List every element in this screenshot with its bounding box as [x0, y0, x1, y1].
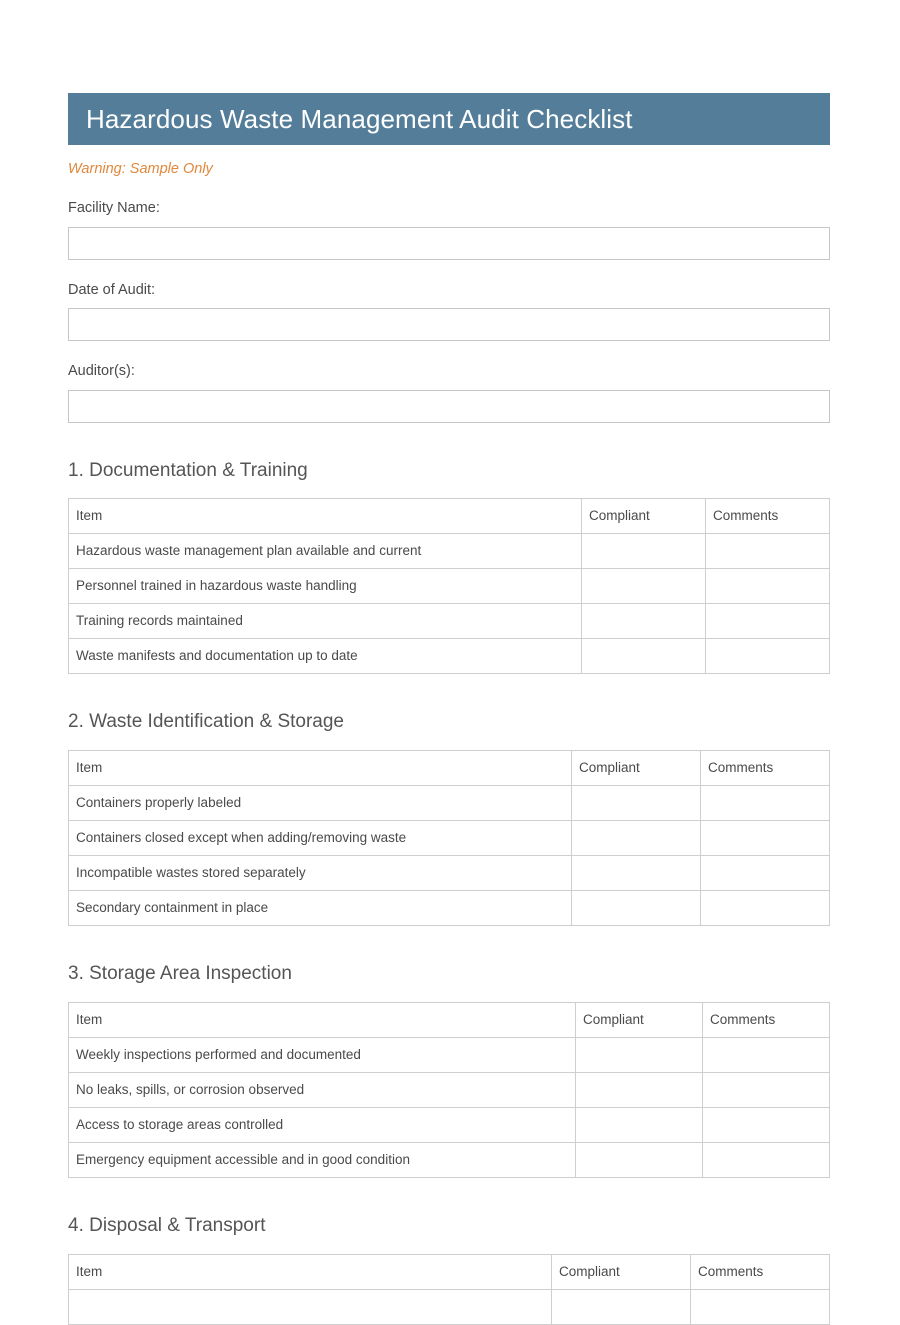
table-row	[69, 569, 830, 604]
table-row	[69, 534, 830, 569]
table-header-row	[69, 499, 830, 534]
cell-comments[interactable]	[701, 856, 830, 891]
cell-item: Access to storage areas controlled	[69, 1107, 576, 1142]
cell-compliant[interactable]	[552, 1289, 691, 1324]
cell-comments[interactable]	[703, 1107, 830, 1142]
section-storage-area-inspection	[68, 963, 830, 1178]
cell-compliant[interactable]	[576, 1037, 703, 1072]
cell-compliant[interactable]	[576, 1142, 703, 1177]
table-row	[69, 1142, 830, 1177]
cell-item: Emergency equipment accessible and in good condition	[69, 1142, 576, 1177]
checklist-table	[68, 498, 830, 674]
table-row	[69, 604, 830, 639]
date-of-audit-input[interactable]	[68, 308, 830, 341]
cell-item: Weekly inspections performed and documented	[69, 1037, 576, 1072]
checklist-table	[68, 750, 830, 926]
table-row	[69, 1107, 830, 1142]
cell-item: Incompatible wastes stored separately	[69, 856, 572, 891]
table-row	[69, 891, 830, 926]
cell-compliant[interactable]	[572, 786, 701, 821]
column-header-item: Item	[69, 1254, 552, 1289]
field-facility-name-label: Facility Name:	[68, 200, 160, 217]
cell-compliant[interactable]	[582, 639, 706, 674]
column-header-compliant: Compliant	[582, 499, 706, 534]
table-header-row	[69, 1254, 830, 1289]
field-facility-name	[68, 200, 830, 259]
cell-compliant[interactable]	[582, 569, 706, 604]
table-row	[69, 856, 830, 891]
field-date-of-audit-label: Date of Audit:	[68, 281, 156, 298]
cell-compliant[interactable]	[572, 856, 701, 891]
cell-item	[69, 1289, 552, 1324]
checklist-table	[68, 1002, 830, 1178]
cell-item: Personnel trained in hazardous waste handling	[69, 569, 582, 604]
table-header-row	[69, 1002, 830, 1037]
page-title: Hazardous Waste Management Audit Checklist	[68, 93, 830, 145]
column-header-compliant: Compliant	[572, 751, 701, 786]
column-header-item: Item	[69, 751, 572, 786]
section-heading: 2. Waste Identification & Storage	[68, 711, 345, 733]
field-date-of-audit	[68, 282, 830, 341]
cell-comments[interactable]	[706, 534, 830, 569]
cell-comments[interactable]	[706, 569, 830, 604]
table-header-row	[69, 751, 830, 786]
sample-warning-text: Warning: Sample Only	[68, 161, 213, 177]
column-header-comments: Comments	[691, 1254, 830, 1289]
table-row	[69, 1072, 830, 1107]
cell-comments[interactable]	[703, 1037, 830, 1072]
cell-item: Containers properly labeled	[69, 786, 572, 821]
section-heading: 3. Storage Area Inspection	[68, 963, 292, 985]
cell-item: Secondary containment in place	[69, 891, 572, 926]
checklist-table	[68, 1254, 830, 1325]
table-row	[69, 786, 830, 821]
column-header-compliant: Compliant	[576, 1002, 703, 1037]
cell-item: Containers closed except when adding/removing waste	[69, 821, 572, 856]
section-heading: 1. Documentation & Training	[68, 459, 308, 481]
cell-compliant[interactable]	[582, 604, 706, 639]
cell-item: Hazardous waste management plan available and current	[69, 534, 582, 569]
cell-compliant[interactable]	[572, 821, 701, 856]
table-row	[69, 1037, 830, 1072]
cell-comments[interactable]	[706, 604, 830, 639]
column-header-item: Item	[69, 499, 582, 534]
table-row	[69, 639, 830, 674]
column-header-item: Item	[69, 1002, 576, 1037]
section-heading: 4. Disposal & Transport	[68, 1214, 266, 1236]
cell-comments[interactable]	[691, 1289, 830, 1324]
cell-compliant[interactable]	[582, 534, 706, 569]
cell-item: Training records maintained	[69, 604, 582, 639]
cell-item: No leaks, spills, or corrosion observed	[69, 1072, 576, 1107]
column-header-comments: Comments	[706, 499, 830, 534]
section-disposal-transport	[68, 1215, 830, 1325]
cell-comments[interactable]	[703, 1142, 830, 1177]
section-waste-identification-storage	[68, 711, 830, 926]
field-auditors	[68, 363, 830, 422]
table-row	[69, 1289, 830, 1324]
cell-compliant[interactable]	[576, 1107, 703, 1142]
cell-compliant[interactable]	[572, 891, 701, 926]
cell-item: Waste manifests and documentation up to date	[69, 639, 582, 674]
section-documentation-training	[68, 460, 830, 675]
cell-comments[interactable]	[703, 1072, 830, 1107]
cell-compliant[interactable]	[576, 1072, 703, 1107]
auditors-input[interactable]	[68, 390, 830, 423]
cell-comments[interactable]	[706, 639, 830, 674]
column-header-compliant: Compliant	[552, 1254, 691, 1289]
column-header-comments: Comments	[703, 1002, 830, 1037]
cell-comments[interactable]	[701, 891, 830, 926]
cell-comments[interactable]	[701, 786, 830, 821]
column-header-comments: Comments	[701, 751, 830, 786]
field-auditors-label: Auditor(s):	[68, 363, 135, 380]
table-row	[69, 821, 830, 856]
cell-comments[interactable]	[701, 821, 830, 856]
facility-name-input[interactable]	[68, 227, 830, 260]
